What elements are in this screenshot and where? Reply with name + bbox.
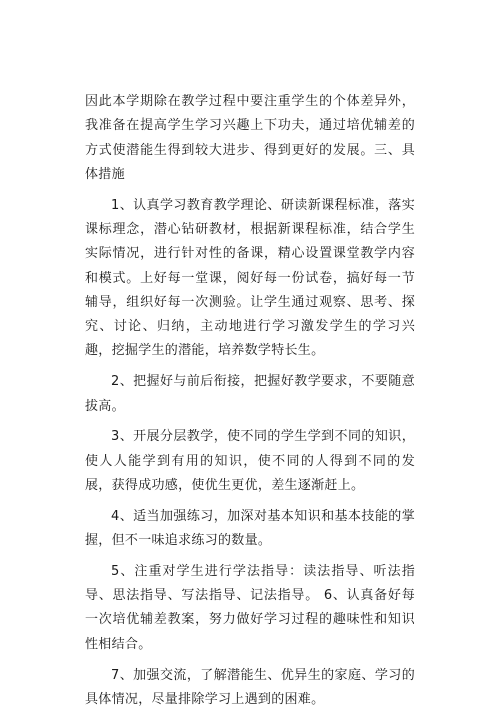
paragraph-measure-3: 3、开展分层教学，使不同的学生学到不同的知识，使人人能学到有用的知识，使不同的人得到不同的发展，获得成功感，使优生更优，差生逐渐赶上。 — [85, 429, 415, 493]
paragraph-intro: 因此本学期除在教学过程中要注重学生的个体差异外，我准备在提高学生学习兴趣上下功夫，通过培优辅差的方式使潜能生得到较大进步、得到更好的发展。三、具体措施 — [85, 94, 415, 182]
paragraph-measure-2: 2、把握好与前后衔接，把握好教学要求，不要随意拔高。 — [85, 374, 415, 414]
paragraph-measure-5-6: 5、注重对学生进行学法指导：读法指导、听法指导、思法指导、写法指导、记法指导。 6、认真备好每一次培优辅差教案，努力做好学习过程的趣味性和知识性相结合。 — [85, 563, 415, 652]
paragraph-measure-1: 1、认真学习教育教学理论、研读新课程标准，落实课标理念，潜心钻研教材，根据新课程标准，结合学生实际情况，进行针对性的备课，精心设置课堂教学内容和模式。上好每一堂课，阅好每一份试卷，搞好每一节辅导，组织好每一次测验。让学生通过观察、思考、探究、讨论、归纳，主动地进行学习激发学生的学习兴趣，挖掘学生的潜能，培养数学特长生。 — [85, 197, 415, 359]
document-body — [85, 90, 415, 719]
paragraph-measure-7: 7、加强交流，了解潜能生、优异生的家庭、学习的具体情况，尽量排除学习上遇到的困难。 — [85, 667, 415, 707]
paragraph-measure-4: 4、适当加强练习，加深对基本知识和基本技能的掌握，但不一味追求练习的数量。 — [85, 508, 415, 549]
